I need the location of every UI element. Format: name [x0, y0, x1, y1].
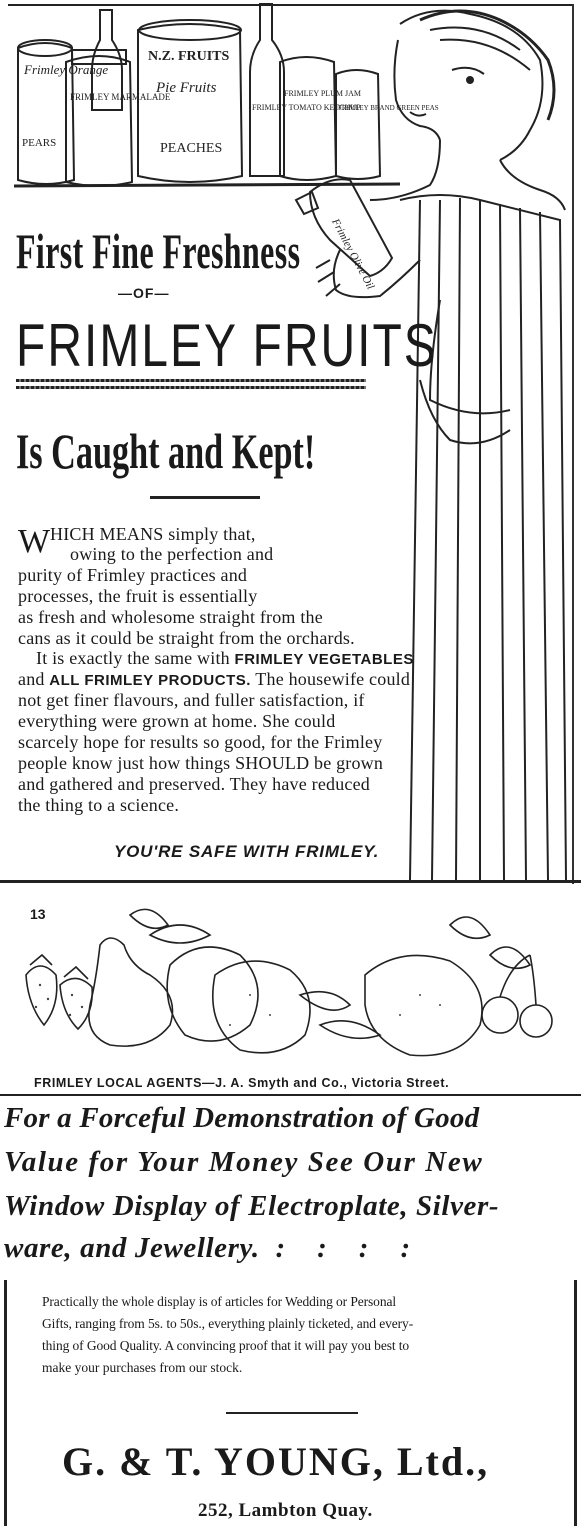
jar-label-peas: FRIMLEY BRAND GREEN PEAS — [338, 104, 439, 112]
bottle-label-olive: Frimley Olive Oil — [329, 216, 377, 292]
para2-line-2-rest: The housewife could — [250, 669, 411, 689]
fruit-illustration — [0, 895, 581, 1065]
para1-line-4: processes, the fruit is essentially — [18, 586, 258, 606]
company-address: 252, Lambton Quay. — [198, 1500, 373, 1521]
slogan: YOU'RE SAFE WITH FRIMLEY. — [114, 842, 380, 861]
all-frimley-products-emphasis: ALL FRIMLEY PRODUCTS. — [49, 672, 251, 689]
jar-label-marmalade: FRIMLEY MARMALADE — [70, 92, 171, 102]
para1-line-6: cans as it could be straight from the orchards. — [18, 628, 355, 648]
drop-cap: W — [18, 523, 51, 560]
para1-line-3: purity of Frimley practices and — [18, 565, 248, 585]
para2-line-1 — [36, 648, 414, 671]
can-label-peaches: PEACHES — [160, 141, 223, 156]
para2-line-3: not get finer flavours, and fuller satisfaction, if — [18, 690, 365, 710]
para2-line-2-text: and — [18, 669, 50, 689]
para2-line-4: everything were grown at home. She could — [18, 711, 336, 731]
headline-first-fine-freshness: First Fine Freshness — [16, 225, 301, 280]
ad2-divider — [226, 1412, 358, 1414]
para1-line-1: HICH MEANS simply that, — [50, 524, 256, 544]
headline-rule-1 — [16, 379, 366, 382]
ad2-box-right-border — [574, 1280, 577, 1526]
bottom-rule — [0, 1094, 581, 1096]
short-divider — [150, 496, 260, 499]
para2-line-5: scarcely hope for results so good, for the Frimley — [18, 732, 383, 752]
headline-of: —OF— — [118, 285, 170, 301]
para1-line-5: as fresh and wholesome straight from the — [18, 607, 323, 627]
ad2-body-line-2: Gifts, ranging from 5s. to 50s., everything plainly ticketed, and every- — [42, 1316, 414, 1331]
ad2-headline-line-1: For a Forceful Demonstration of Good — [4, 1102, 480, 1134]
company-name: G. & T. YOUNG, Ltd., — [62, 1439, 490, 1484]
ad2-box-left-border — [4, 1280, 7, 1526]
ad2-headline-line-4: ware, and Jewellery. : : : : — [4, 1232, 411, 1264]
ad2-body-line-1: Practically the whole display is of articles for Wedding or Personal — [42, 1294, 397, 1309]
para2-line-1-text: It is exactly the same with — [36, 648, 235, 668]
young-advertisement — [0, 1098, 581, 1528]
para2-line-2 — [18, 669, 410, 692]
headline-rule-2 — [16, 386, 366, 389]
jar-label-pears: PEARS — [22, 137, 57, 149]
ad2-body-line-4: make your purchases from our stock. — [42, 1360, 243, 1375]
can-label-pie-fruits: Pie Fruits — [156, 80, 217, 96]
jar-label-orange: Frimley Orange — [24, 62, 109, 77]
frimley-vegetables-emphasis: FRIMLEY VEGETABLES — [234, 651, 414, 668]
bottle-label-tomato: FRIMLEY TOMATO KETCHUP — [252, 103, 361, 112]
separator-line — [0, 880, 581, 883]
jar-label-plum: FRIMLEY PLUM JAM — [284, 89, 362, 98]
can-label-nz-fruits: N.Z. FRUITS — [148, 49, 230, 64]
ad2-headline-line-3: Window Display of Electroplate, Silver- — [4, 1190, 500, 1222]
headline-frimley-fruits: FRIMLEY FRUITS — [16, 313, 438, 380]
para1-line-2: owing to the perfection and — [70, 544, 274, 564]
headline-caught-and-kept: Is Caught and Kept! — [16, 425, 316, 480]
ad2-headline-line-2: Value for Your Money See Our New — [4, 1146, 484, 1178]
para2-line-8: the thing to a science. — [18, 795, 180, 815]
ad2-body-line-3: thing of Good Quality. A convincing proof that it will pay you best to — [42, 1338, 410, 1353]
para2-line-7: and gathered and preserved. They have reduced — [18, 774, 371, 794]
fruit-number: 13 — [30, 906, 46, 922]
agents-line: FRIMLEY LOCAL AGENTS—J. A. Smyth and Co., Victoria Street. — [34, 1076, 450, 1090]
para2-line-6: people know just how things SHOULD be grown — [18, 753, 384, 773]
